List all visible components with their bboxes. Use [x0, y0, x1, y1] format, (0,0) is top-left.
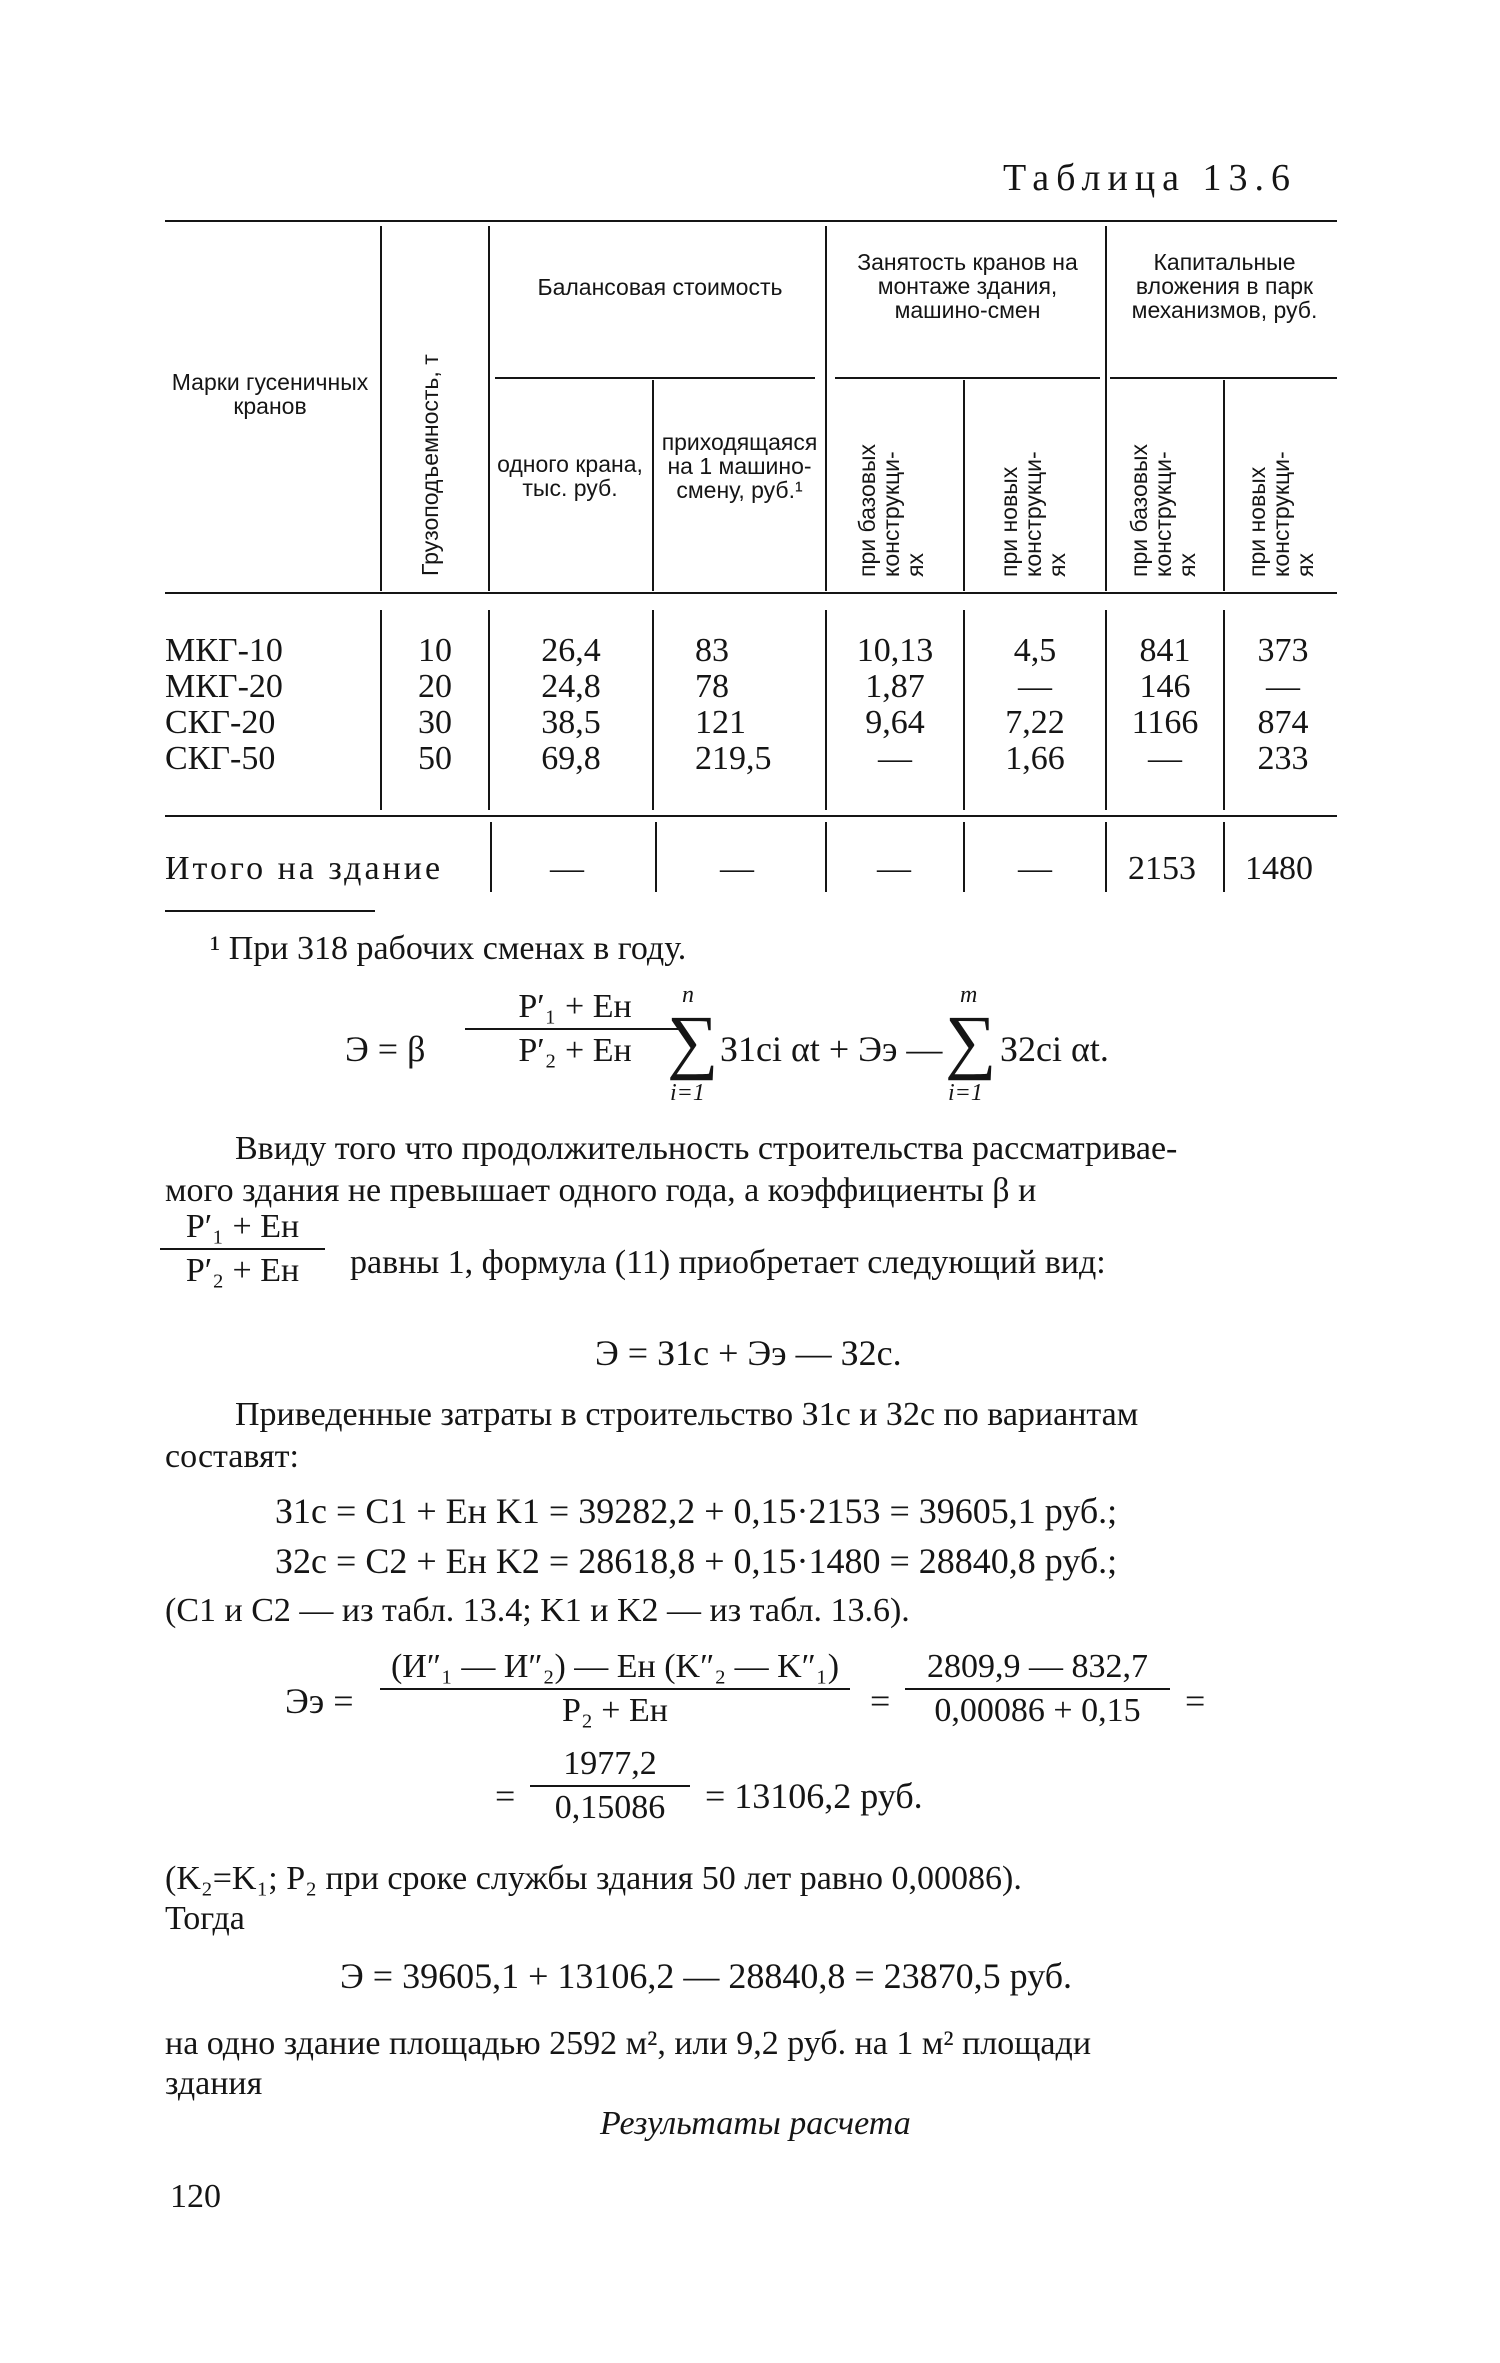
table-cell: 1,87: [865, 668, 925, 705]
col-rule-3: [652, 380, 654, 591]
table-cell: 50: [418, 740, 452, 777]
formula-3-result: = 13106,2 руб.: [705, 1776, 923, 1816]
total-capital-base: 2153: [1128, 850, 1196, 887]
col-balance-one: [493, 633, 649, 777]
table-cell: 10: [418, 632, 452, 669]
formula-3-fraction-3: 1977,2 0,15086: [530, 1745, 690, 1827]
sigma-icon: ∑: [945, 1001, 997, 1081]
col-balance-shift: [695, 633, 820, 777]
formula-3-eq3: =: [495, 1776, 516, 1816]
col-rule-2b: [488, 610, 490, 810]
formula-3-fraction-1: (И″₁ — И″₂) — Eн (K″₂ — K″₁) P₂ + Eн: [380, 1648, 850, 1730]
table-cell: 146: [1139, 668, 1191, 705]
total-dash: —: [1018, 850, 1052, 887]
table-cell: 30: [418, 704, 452, 741]
total-rule: [165, 815, 1337, 817]
subheader-rule-employment: [835, 377, 1100, 379]
total-rule-a: [490, 822, 492, 892]
formula-1-fraction: P′₁ + Eн P′₂ + Eн: [465, 988, 685, 1070]
formula-2: Э = З1c + Ээ — З2c.: [595, 1333, 902, 1373]
header-capital-base: при базовых конструкци- ях: [1126, 444, 1200, 577]
formula-1-sum2-bot: i=1: [948, 1080, 983, 1106]
col-rule-5: [963, 380, 965, 591]
formula-3-eq: =: [870, 1681, 891, 1721]
table-cell: 78: [695, 668, 729, 705]
col-rule-3b: [652, 610, 654, 810]
total-dash: —: [877, 850, 911, 887]
formula-1-end: З2ci αt.: [1000, 1029, 1109, 1069]
table-cell: 24,8: [541, 668, 601, 705]
para1-line2: мого здания не превышает одного года, а коэффициенты β и: [165, 1172, 1037, 1209]
para1-fraction: P′₁ + Eн P′₂ + Eн: [160, 1208, 325, 1290]
total-rule-d: [963, 822, 965, 892]
section-title: Результаты расчета: [600, 2105, 911, 2142]
table-footnote: ¹ При 318 рабочих сменах в году.: [210, 930, 687, 967]
table-cell: 69,8: [541, 740, 601, 777]
col-rule-7b: [1223, 610, 1225, 810]
header-balance-shift: приходящаяся на 1 машино-смену, руб.¹: [661, 429, 818, 503]
formula-3-lhs: Ээ =: [285, 1681, 354, 1721]
para3-line2: здания: [165, 2065, 263, 2102]
table-cell: —: [1148, 740, 1182, 777]
table-cell: 38,5: [541, 704, 601, 741]
header-capital: Капитальные вложения в парк механизмов, руб.: [1131, 249, 1318, 323]
table-cell: 1166: [1131, 704, 1199, 741]
total-dash: —: [550, 850, 584, 887]
para2-line2: составят:: [165, 1438, 299, 1475]
table-caption: Таблица 13.6: [1003, 157, 1298, 199]
table-cell: 841: [1139, 632, 1191, 669]
col-brand: [165, 633, 375, 777]
col-rule-6: [1105, 226, 1107, 591]
table-cell: 7,22: [1005, 704, 1065, 741]
col-rule-2: [488, 226, 490, 591]
formula-1-lhs: Э = β: [345, 1029, 426, 1069]
header-employment-new: при новых конструкци- ях: [996, 451, 1070, 577]
table-cell: —: [1018, 668, 1052, 705]
note-2: (K₂=K₁; P₂ при сроке службы здания 50 лет равно 0,00086).: [165, 1860, 1022, 1897]
equation-z1: З1c = C1 + Eн K1 = 39282,2 + 0,15·2153 = 39605,1 руб.;: [275, 1491, 1118, 1531]
formula-3-fraction-2: 2809,9 — 832,7 0,00086 + 0,15: [905, 1648, 1170, 1730]
total-rule-c: [825, 822, 827, 892]
header-capacity: Грузоподъемность, т: [417, 354, 443, 576]
formula-4: Э = 39605,1 + 13106,2 — 28840,8 = 23870,5 руб.: [340, 1956, 1073, 1996]
formula-1-sum2-top: m: [960, 982, 978, 1008]
page-number: 120: [170, 2178, 221, 2215]
subheader-rule-balance: [495, 377, 815, 379]
table-cell: СКГ-50: [165, 740, 276, 777]
formula-1-mid: З1ci αt + Ээ —: [720, 1029, 943, 1069]
table-top-rule: [165, 220, 1337, 222]
header-capital-new: при новых конструкци- ях: [1244, 451, 1318, 577]
table-header-rule: [165, 592, 1337, 594]
formula-1-sum1-bot: i=1: [670, 1080, 705, 1106]
col-rule-5b: [963, 610, 965, 810]
total-dash: —: [720, 850, 754, 887]
table-cell: 121: [695, 704, 746, 741]
table-cell: 1,66: [1005, 740, 1065, 777]
table-cell: МКГ-20: [165, 668, 283, 705]
header-employment: Занятость кранов на монтаже здания, машино-смен: [857, 249, 1078, 323]
header-employment-base: при базовых конструкци- ях: [854, 444, 928, 577]
para1-rest: равны 1, формула (11) приобретает следующий вид:: [350, 1244, 1106, 1281]
table-cell: 373: [1257, 632, 1309, 669]
header-brand: Марки гусеничных кранов: [171, 369, 369, 419]
col-rule-4: [825, 226, 827, 591]
then-word: Тогда: [165, 1900, 245, 1937]
table-cell: 874: [1257, 704, 1309, 741]
col-rule-4b: [825, 610, 827, 810]
col-employment-base: [830, 633, 960, 777]
total-rule-f: [1223, 822, 1225, 892]
table-cell: 83: [695, 632, 729, 669]
note-1: (C1 и C2 — из табл. 13.4; K1 и K2 — из табл. 13.6).: [165, 1592, 910, 1629]
col-employment-new: [968, 633, 1102, 777]
para1-line1: Ввиду того что продолжительность строительства рассматривае-: [235, 1130, 1178, 1167]
total-rule-e: [1105, 822, 1107, 892]
table-cell: СКГ-20: [165, 704, 276, 741]
table-cell: —: [1266, 668, 1300, 705]
col-rule-7: [1223, 380, 1225, 591]
table-cell: 219,5: [695, 740, 772, 777]
table-cell: 4,5: [1013, 632, 1057, 669]
header-balance: Балансовая стоимость: [537, 274, 783, 300]
total-capital-new: 1480: [1245, 850, 1313, 887]
total-label: Итого на здание: [165, 850, 444, 887]
header-balance-one: одного крана, тыс. руб.: [497, 451, 643, 501]
sigma-icon: ∑: [667, 1001, 719, 1081]
para2-line1: Приведенные затраты в строительство З1c и З2c по вариантам: [235, 1396, 1139, 1433]
subheader-rule-capital: [1110, 377, 1337, 379]
table-cell: 26,4: [541, 632, 601, 669]
equation-z2: З2c = C2 + Eн K2 = 28618,8 + 0,15·1480 = 28840,8 руб.;: [275, 1541, 1118, 1581]
table-cell: 233: [1257, 740, 1309, 777]
col-capital-base: [1110, 633, 1220, 777]
table-cell: 9,64: [865, 704, 925, 741]
col-capital-new: [1228, 633, 1338, 777]
col-capacity: [385, 633, 485, 777]
para3-line1: на одно здание площадью 2592 м², или 9,2 руб. на 1 м² площади: [165, 2025, 1092, 2062]
table-cell: МКГ-10: [165, 632, 283, 669]
formula-1-sum1-top: n: [682, 982, 694, 1008]
footnote-rule: [165, 910, 375, 912]
col-rule-6b: [1105, 610, 1107, 810]
table-cell: 10,13: [856, 632, 934, 669]
total-rule-b: [655, 822, 657, 892]
table-cell: —: [878, 740, 912, 777]
col-rule-1b: [380, 610, 382, 810]
col-rule-1: [380, 226, 382, 591]
formula-3-eq2: =: [1185, 1681, 1206, 1721]
table-cell: 20: [418, 668, 452, 705]
